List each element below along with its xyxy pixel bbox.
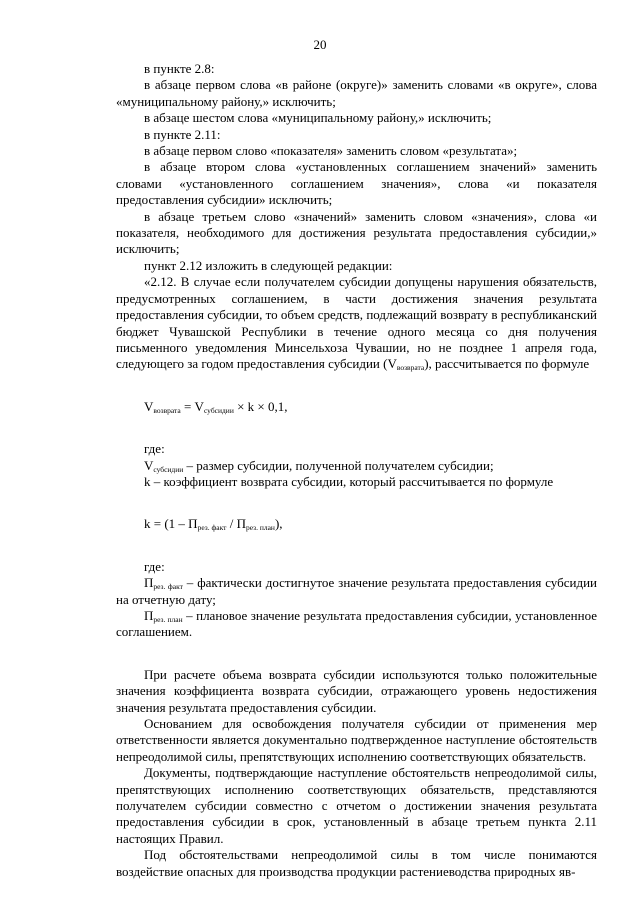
amendment-line: в абзаце первом слово «показателя» заменить словом «результата»; — [144, 143, 518, 159]
paragraph: Документы, подтверждающие наступление обстоятельств непреодолимой силы, препятствующих исполнению соответствующих обязательств, представляются получателем субсидии совместно с отчетом о достижении значения результата предоставления субсидии в срок, установленный в абзаце третьем пункта 2.11 настоящих Правил. — [116, 765, 597, 846]
definition-p-plan: $П_{рез. план}$ – плановое значение результата предоставления субсидии, установленное соглашением. — [116, 607, 598, 640]
amendment-line: в пункте 2.11: — [144, 126, 221, 142]
definition-v-subsidy: $V_{субсидии}$ – размер субсидии, полученной получателем субсидии; — [144, 457, 494, 474]
definition-p-fact: $П_{рез. факт}$ – фактически достигнутое значение результата предоставления субсидии на отчетную дату; — [116, 575, 597, 607]
paragraph: Под обстоятельствами непреодолимой силы в том числе понимаются воздействие опасных для производства продукции растениеводства природных яв- — [116, 847, 597, 879]
page-number: 20 — [313, 37, 327, 52]
amendment-line: пункт 2.12 изложить в следующей редакции: — [144, 257, 393, 273]
formula-refund: $V_{возврата} = V_{субсидии} \times k \times 0,1$, — [144, 398, 288, 415]
amendment-line: в абзаце первом слова «в районе (округе)» заменить словами «в округе», слова «муниципальному району,» исключить; — [116, 77, 597, 109]
clause-text: «2.12. В случае если получателем субсидии допущены нарушения обязательств, предусмотренных соглашением, в части достижения значения результата предоставления субсидии, то объем средств, подлежащий возврату в республиканский бюджет Чувашской Республики в течение одного месяца со дня получения письменного уведомления Минсельхоза Чувашии, но не позднее 1 апреля года, следующего за годом предоставления субсидии (V — [116, 274, 597, 372]
amendment-line: в абзаце третьем слово «значений» заменить словом «значения», слова «и показателя, необходимого для достижения результата предоставления субсидии,» исключить; — [116, 208, 597, 257]
formula-coefficient: $k = (1 - П_{рез. факт} / П_{рез. план})$, — [144, 516, 283, 533]
amendment-line: в абзаце шестом слова «муниципальному району,» исключить; — [144, 110, 492, 126]
paragraph: Основанием для освобождения получателя субсидии от применения мер ответственности является документально подтвержденное наступление обстоятельств непреодолимой силы, препятствующих исполнению соответствующих обязательств. — [116, 716, 597, 764]
clause-subscript: возврата — [396, 363, 425, 373]
document-body — [116, 61, 597, 880]
where-label: где: — [144, 558, 165, 574]
paragraph: При расчете объема возврата субсидии используются только положительные значения коэффициента возврата субсидии, отражающего уровень недостижения значения результата предоставления субсидии. — [116, 666, 597, 715]
amendment-line: в абзаце втором слова «установленных соглашением значений» заменить словами «установленного соглашением значения», слова «и показателя предоставления субсидии» исключить; — [116, 159, 597, 208]
definition-k: k – коэффициент возврата субсидии, который рассчитывается по формуле — [144, 473, 554, 489]
clause-text-end: ), рассчитывается по формуле — [424, 356, 590, 372]
amendment-line: в пункте 2.8: — [144, 61, 215, 76]
where-label: где: — [144, 441, 165, 457]
clause-2-12 — [116, 274, 597, 372]
